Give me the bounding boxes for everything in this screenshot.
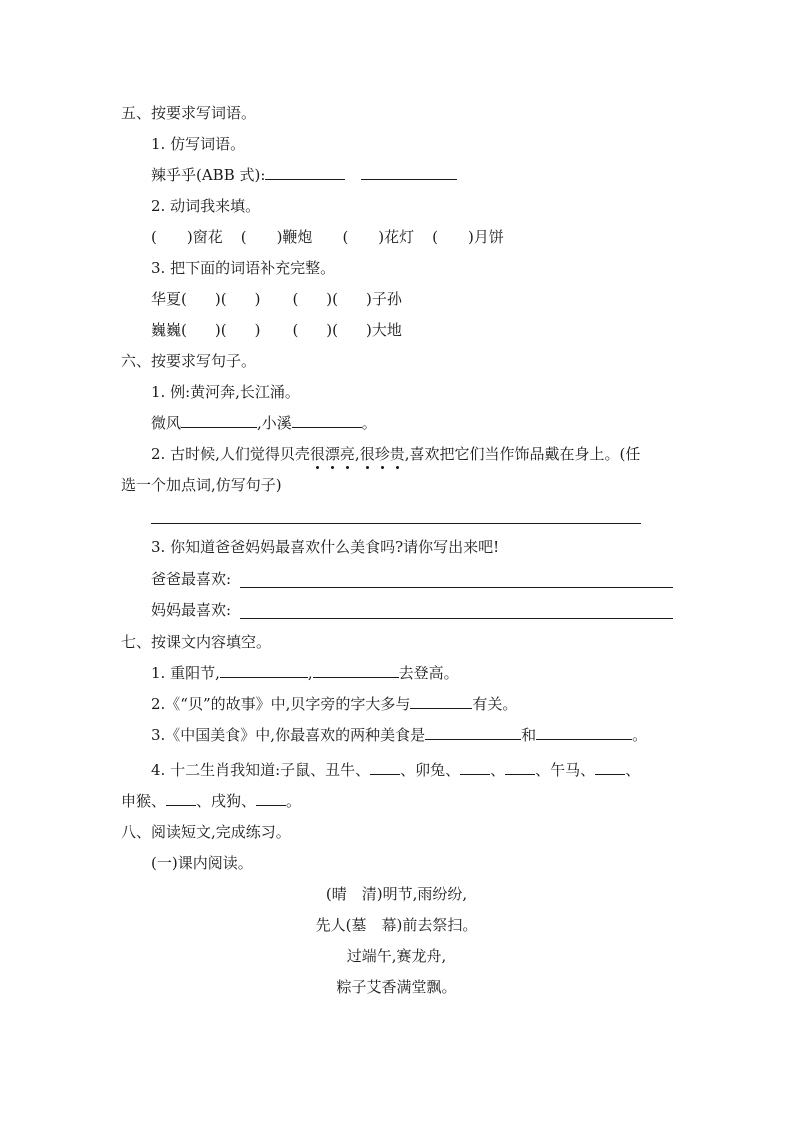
sec8-subtitle: (一)课内阅读。 [151, 854, 253, 872]
poem-line: 过端午,赛龙舟, [346, 947, 447, 965]
sec5-q3-row1: 华夏( )( ) ( )( )子孙 [151, 290, 402, 308]
sec5-q2-item: )花灯 [378, 228, 415, 246]
section-7-title: 七、按课文内容填空。 [121, 633, 272, 651]
dotted-char: 很 [309, 445, 325, 463]
sec6-q3-label: 3. 你知道爸爸妈妈最喜欢什么美食吗?请你写出来吧! [151, 538, 500, 556]
sec7-q1-row: 1. 重阳节, , 去登高。 [151, 664, 459, 682]
sec5-q1-prompt: 辣乎乎(ABB 式): [151, 166, 266, 184]
sec6-q1-row: 微风 ,小溪 。 [151, 414, 377, 432]
answer-blank[interactable] [460, 760, 490, 775]
answer-blank[interactable] [181, 413, 257, 428]
sec5-q1-row [151, 165, 457, 185]
sec7-q2-row: 2.《“贝”的故事》中,贝字旁的字大多与 有关。 [151, 695, 518, 713]
dotted-char: 珍 [374, 445, 390, 463]
sec5-q2-item: )鞭炮 [276, 228, 313, 246]
answer-line[interactable] [240, 618, 673, 619]
sec7-q4-line1: 4. 十二生肖我知道:子鼠、丑牛、 、卯兔、 、 、午马、 、 [151, 761, 641, 779]
sec6-q2-line2: 选一个加点词,仿写句子) [121, 476, 282, 494]
sec7-q4-line2: 申猴、 、戌狗、 。 [121, 792, 302, 810]
answer-blank[interactable] [256, 791, 286, 806]
poem-line: (晴 清)明节,雨纷纷, [325, 885, 468, 903]
sec5-q2-item: )月饼 [468, 228, 504, 246]
sec5-q1-label: 1. 仿写词语。 [151, 135, 246, 153]
dotted-char: 贵 [389, 445, 405, 463]
answer-blank[interactable] [220, 663, 308, 678]
poem-line: 先人(墓 幕)前去祭扫。 [315, 916, 478, 934]
sec6-q2-line1: 2. 古时候,人们觉得贝壳很漂亮,很珍贵,喜欢把它们当作饰品戴在身上。(任 [151, 445, 641, 463]
sec5-q2-item: )窗花 [186, 228, 223, 246]
sec6-q1-example: 1. 例:黄河奔,长江涌。 [151, 383, 300, 401]
answer-blank[interactable] [425, 725, 521, 740]
answer-blank[interactable] [595, 760, 625, 775]
answer-blank[interactable] [361, 165, 457, 180]
sec6-q3-mom: 妈妈最喜欢: [151, 601, 232, 619]
sec5-q2-row: ( )窗花 ( )鞭炮 ( )花灯 ( )月饼 [151, 228, 504, 246]
sec5-q3-row2: 巍巍( )( ) ( )( )大地 [151, 321, 402, 339]
section-5-title: 五、按要求写词语。 [121, 104, 257, 122]
sec6-q3-dad: 爸爸最喜欢: [151, 570, 232, 588]
answer-blank[interactable] [265, 165, 345, 180]
sec7-q3-row: 3.《中国美食》中,你最喜欢的两种美食是 和 。 [151, 726, 648, 744]
answer-line[interactable] [151, 523, 641, 524]
answer-blank[interactable] [292, 413, 362, 428]
dotted-char: 很 [359, 445, 375, 463]
sec5-q3-label: 3. 把下面的词语补充完整。 [151, 259, 336, 277]
answer-blank[interactable] [410, 694, 472, 709]
section-8-title: 八、阅读短文,完成练习。 [121, 823, 291, 841]
dotted-char: 亮 [339, 445, 355, 463]
answer-blank[interactable] [166, 791, 196, 806]
answer-blank[interactable] [536, 725, 632, 740]
section-6-title: 六、按要求写句子。 [121, 352, 257, 370]
answer-line[interactable] [240, 587, 673, 588]
poem-line: 粽子艾香满堂飘。 [336, 978, 457, 996]
answer-blank[interactable] [505, 760, 535, 775]
sec5-q2-label: 2. 动词我来填。 [151, 197, 261, 215]
answer-blank[interactable] [313, 663, 399, 678]
dotted-char: 漂 [324, 445, 340, 463]
answer-blank[interactable] [370, 760, 400, 775]
